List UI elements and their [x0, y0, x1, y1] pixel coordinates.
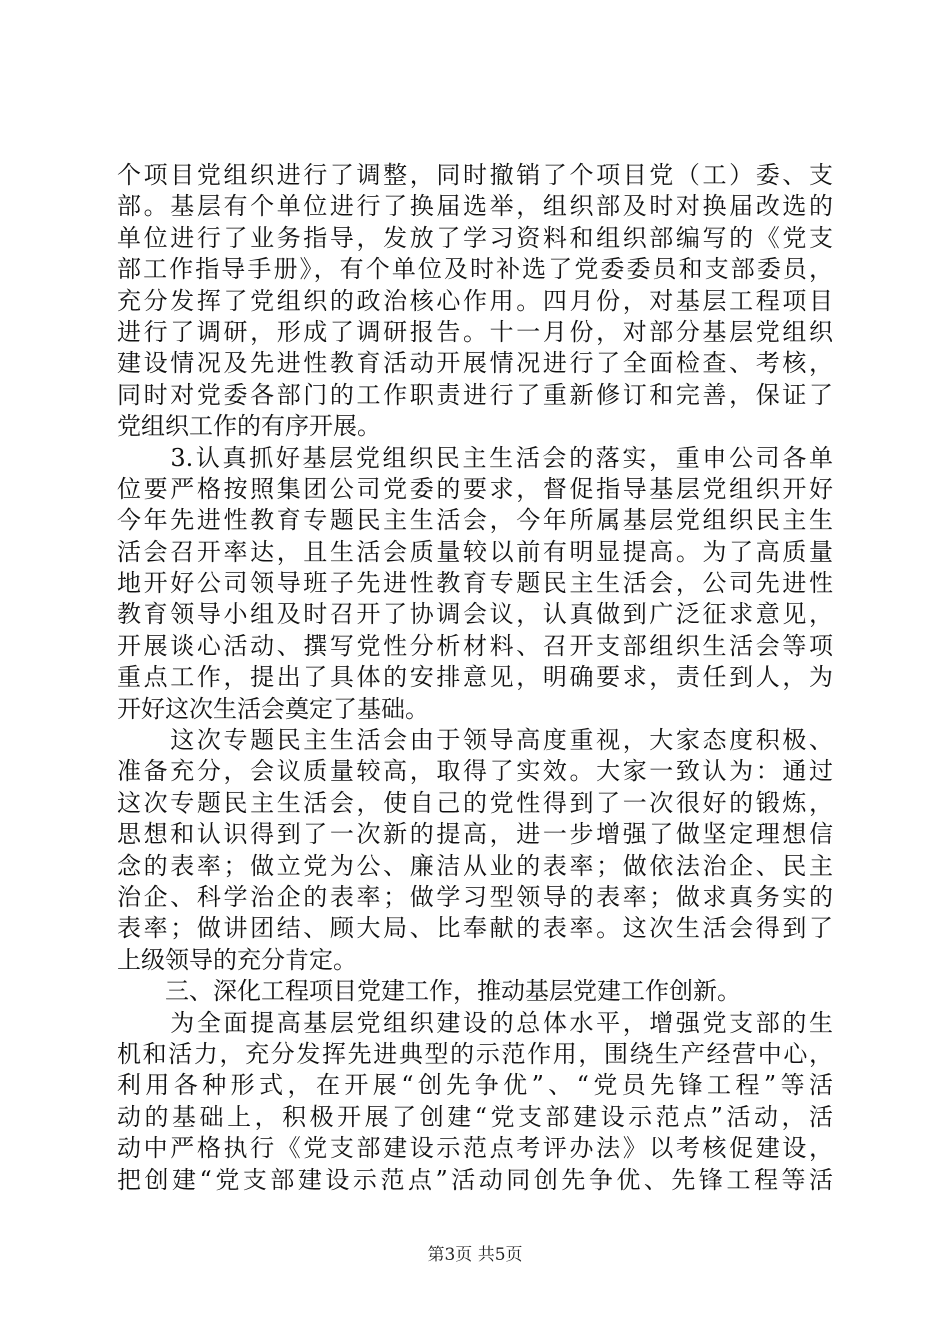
- text-line: 把创建“党支部建设示范点”活动同创先争优、先锋工程等活: [117, 1165, 833, 1194]
- text-line: 三、深化工程项目党建工作，推动基层党建工作创新。: [117, 977, 741, 1006]
- text-line: 同时对党委各部门的工作职责进行了重新修订和完善，保证了: [117, 380, 833, 409]
- text-line: 单位进行了业务指导，发放了学习资料和组织部编写的《党支: [117, 223, 833, 252]
- text-line: 思想和认识得到了一次新的提高，进一步增强了做坚定理想信: [117, 820, 833, 849]
- text-line: 重点工作，提出了具体的安排意见，明确要求，责任到人，为: [117, 663, 833, 692]
- text-line: 个项目党组织进行了调整，同时撤销了个项目党（工）委、支: [117, 161, 833, 189]
- text-line: 准备充分，会议质量较高，取得了实效。大家一致认为：通过: [117, 757, 833, 786]
- text-line: 动中严格执行《党支部建设示范点考评办法》以考核促建设，: [117, 1134, 833, 1163]
- text-line: 活会召开率达，且生活会质量较以前有明显提高。为了高质量: [117, 537, 833, 566]
- text-line: 为全面提高基层党组织建设的总体水平，增强党支部的生: [117, 1008, 833, 1037]
- text-line: 开好这次生活会奠定了基础。: [117, 694, 429, 723]
- text-line: 今年先进性教育专题民主生活会，今年所属基层党组织民主生: [117, 506, 833, 535]
- text-line: 念的表率；做立党为公、廉洁从业的表率；做依法治企、民主: [117, 851, 833, 880]
- text-line: 这次专题民主生活会，使自己的党性得到了一次很好的锻炼，: [117, 788, 833, 817]
- text-line: 建设情况及先进性教育活动开展情况进行了全面检查、考核，: [117, 349, 833, 378]
- text-line: 利用各种形式，在开展“创先争优”、“党员先锋工程”等活: [117, 1071, 833, 1100]
- text-line: 上级领导的充分肯定。: [117, 945, 357, 974]
- text-line: 3.认真抓好基层党组织民主生活会的落实，重申公司各单: [117, 443, 833, 472]
- text-line: 充分发挥了党组织的政治核心作用。四月份，对基层工程项目: [117, 286, 833, 315]
- text-line: 表率；做讲团结、顾大局、比奉献的表率。这次生活会得到了: [117, 914, 833, 943]
- text-line: 开展谈心活动、撰写党性分析材料、召开支部组织生活会等项: [117, 631, 833, 660]
- text-line: 进行了调研，形成了调研报告。十一月份，对部分基层党组织: [117, 317, 833, 346]
- text-line: 治企、科学治企的表率；做学习型领导的表率；做求真务实的: [117, 882, 833, 911]
- page-number-footer: 第3页 共5页: [427, 1245, 523, 1265]
- text-line: 位要严格按照集团公司党委的要求，督促指导基层党组织开好: [117, 474, 833, 503]
- text-line: 动的基础上，积极开展了创建“党支部建设示范点”活动，活: [117, 1102, 833, 1131]
- text-line: 部。基层有个单位进行了换届选举，组织部及时对换届改选的: [117, 192, 833, 221]
- text-line: 地开好公司领导班子先进性教育专题民主生活会，公司先进性: [117, 569, 833, 598]
- text-line: 党组织工作的有序开展。: [117, 412, 381, 441]
- text-line: 这次专题民主生活会由于领导高度重视，大家态度积极、: [117, 726, 833, 755]
- text-line: 部工作指导手册》，有个单位及时补选了党委委员和支部委员，: [117, 255, 833, 284]
- text-line: 机和活力，充分发挥先进典型的示范作用，围绕生产经营中心，: [117, 1039, 833, 1068]
- text-line: 教育领导小组及时召开了协调会议，认真做到广泛征求意见，: [117, 600, 833, 629]
- body-text: [117, 160, 833, 1196]
